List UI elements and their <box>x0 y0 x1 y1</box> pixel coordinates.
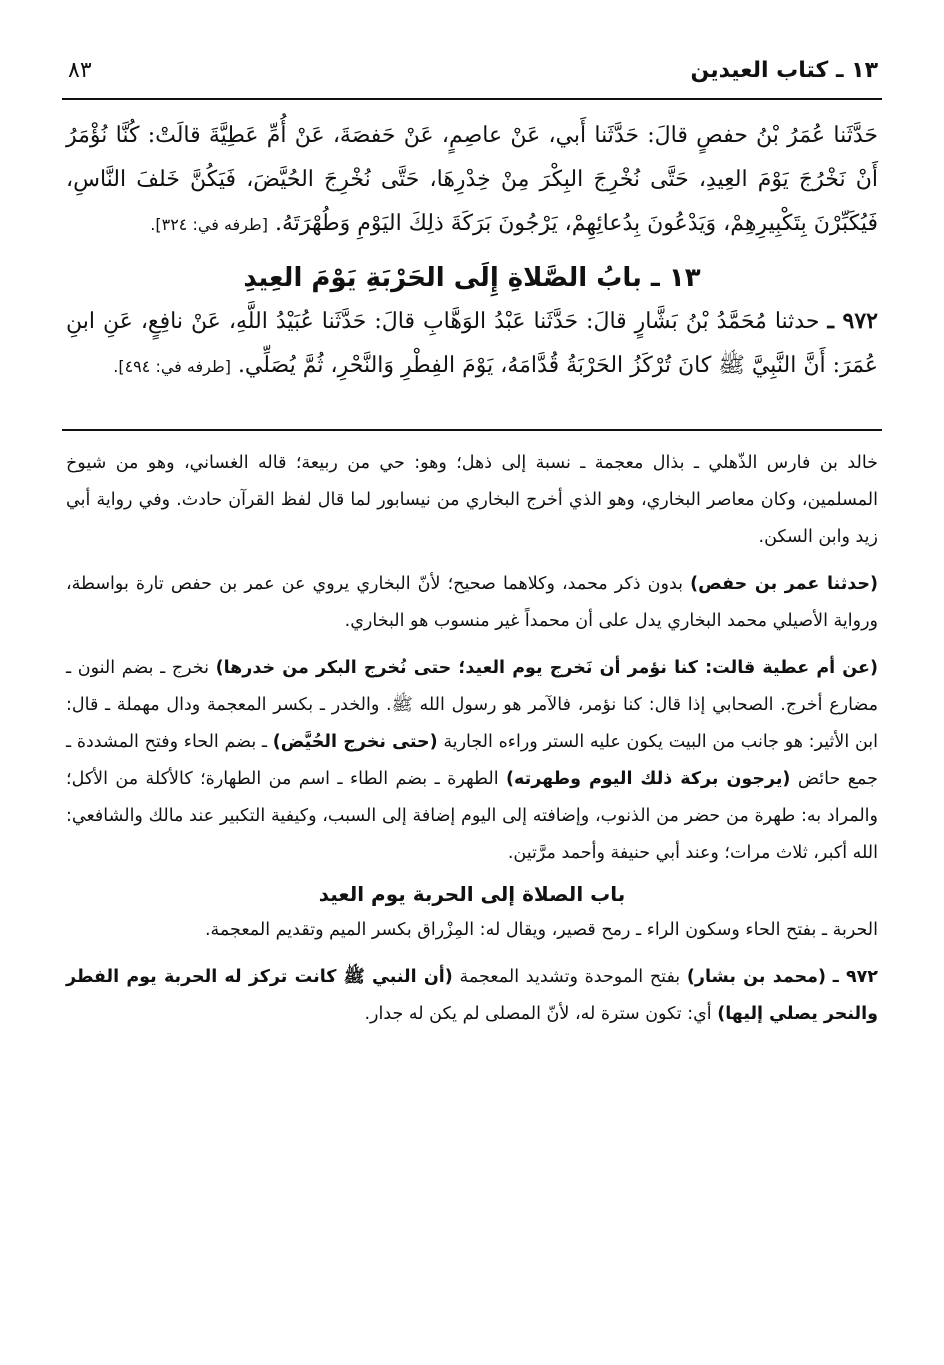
page-header <box>62 50 882 100</box>
commentary-3-lemma-1: (عن أم عطية قالت: كنا نؤمر أن نَخرج يوم العيد؛ حتى نُخرج البكر من خدرها) <box>215 658 879 678</box>
commentary-2-lemma: (حدثنا عمر بن حفص) <box>690 574 878 594</box>
commentary-5-lemma-2: (أن النبي ﷺ كانت تركز له الحربة يوم الفطر والنحر يصلي إليها) <box>66 967 878 1024</box>
commentary-3-text-2: ـ بضم الحاء وفتح المشددة ـ جمع حائض <box>66 732 878 789</box>
footnote-divider <box>62 429 882 431</box>
hadith-972-ref: [طرفه في: ٤٩٤]. <box>113 357 231 376</box>
hadith-971-text <box>66 114 878 247</box>
commentary-3-text-1: نخرج ـ بضم النون ـ مضارع أخرج. الصحابي إذا قال: كنا نؤمر، فالآمر هو رسول الله ﷺ. والخدر ـ بكسر المعجمة ودال مهملة ـ قال: ابن الأثير: هو جانب من البيت يكون عليه الستر وراءه الجارية <box>66 658 878 752</box>
commentary-5-lemma-1: (محمد بن بشار) <box>686 967 826 987</box>
commentary-5-number: ٩٧٢ ـ <box>832 967 878 987</box>
commentary-paragraph-1: خالد بن فارس الذّهلي ـ بذال معجمة ـ نسبة إلى ذهل؛ وهو: حي من ربيعة؛ قاله الغساني، وهو من شيوخ المسلمين، وكان معاصر البخاري، وهو الذي أخرج البخاري من نيسابور لما قال لفظ القرآن حادث. وفي رواية أبي زيد وابن السكن. <box>66 453 878 547</box>
hadith-972-body: حدثنا مُحَمَّدُ بْنُ بَشَّارٍ قالَ: حَدَّثَنا عَبْدُ الوَهَّابِ قالَ: حَدَّثَنا عُبَيْدُ اللَّهِ، عَنْ نافِعٍ، عَنِ ابنِ عُمَرَ: أَنَّ النَّبِيَّ ﷺ كانَ تُرْكَزُ الحَرْبَةُ قُدَّامَهُ، يَوْمَ الفِطْرِ وَالنَّحْرِ، ثُمَّ يُصَلِّي. <box>66 309 878 378</box>
commentary-3-lemma-2: (حتى نخرج الحُيَّض) <box>272 732 438 752</box>
hadith-972-text <box>66 299 878 389</box>
commentary-2-text: بدون ذكر محمد، وكلاهما صحيح؛ لأنّ البخاري يروي عن عمر بن حفص تارة بواسطة، ورواية الأصيلي محمد البخاري يدل على أن محمداً غير منسوب هو البخاري. <box>66 574 878 631</box>
commentary-3-lemma-3: (يرجون بركة ذلك اليوم وطهرته) <box>506 769 791 789</box>
commentary-5-text-1: بفتح الموحدة وتشديد المعجمة <box>452 967 687 987</box>
commentary-paragraph-5 <box>66 959 878 1033</box>
running-title: ١٣ ـ كتاب العيدين <box>690 58 878 83</box>
commentary-chapter-title: باب الصلاة إلى الحربة يوم العيد <box>318 882 626 906</box>
commentary-5-text-2: أي: تكون سترة له، لأنّ المصلى لم يكن له جدار. <box>364 1004 718 1024</box>
book-page <box>62 50 882 1043</box>
hadith-971-ref: [طرفه في: ٣٢٤]. <box>150 215 268 234</box>
commentary-paragraph-4: الحربة ـ بفتح الحاء وسكون الراء ـ رمح قصير، ويقال له: المِزْراق بكسر الميم وتقديم المعجمة. <box>204 920 878 940</box>
commentary-paragraph-2 <box>66 566 878 640</box>
commentary-paragraph-3 <box>66 650 878 872</box>
page-number: ٨٣ <box>68 58 92 83</box>
hadith-972-number: ٩٧٢ ـ <box>827 308 878 334</box>
chapter-13-title: ١٣ ـ بابُ الصَّلاةِ إِلَى الحَرْبَةِ يَوْمَ العِيدِ <box>243 263 701 293</box>
hadith-971-body: حَدَّثَنا عُمَرُ بْنُ حفصٍ قالَ: حَدَّثَنا أَبي، عَنْ عاصِمٍ، عَنْ حَفصَةَ، عَنْ أُمِّ عَطِيَّةَ قالَتْ: كُنَّا نُؤْمَرُ أَنْ نَخْرُجَ يَوْمَ العِيدِ، حَتَّى نُخْرِجَ البِكْرَ مِنْ خِدْرِهَا، حَتَّى نُخْرِجَ الحُيَّضَ، فَيَكُنَّ خَلفَ النَّاسِ، فَيُكَبِّرْنَ بِتَكْبِيرِهِمْ، وَيَدْعُونَ بِدُعائِهِمْ، يَرْجُونَ بَرَكَةَ ذلِكَ اليَوْمِ وَطُهْرَتَهُ. <box>66 123 878 236</box>
commentary-3-text-3: الطهرة ـ بضم الطاء ـ اسم من الطهارة؛ كالأكلة من الأكل؛ والمراد به: طهرة من حضر من الذنوب، وإضافته إلى اليوم إضافة إلى السبب، وكيفية التكبير عند مالك والشافعي: الله أكبر، ثلاث مرات؛ وعند أبي حنيفة وأحمد مرَّتين. <box>66 769 878 863</box>
